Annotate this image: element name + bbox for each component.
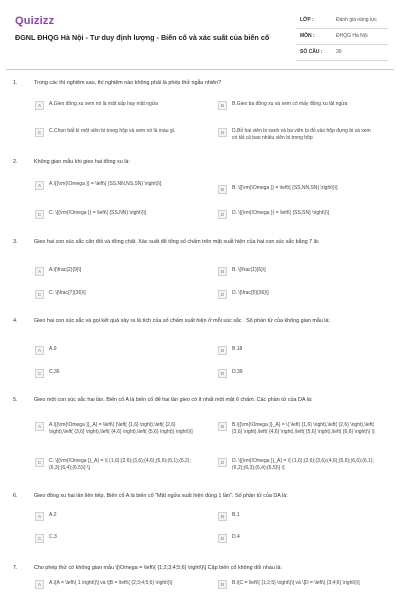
option-letter: D — [218, 458, 227, 467]
question-number: 2. — [13, 159, 18, 165]
option-text: B. \[\frac{1}{6}\] — [232, 267, 266, 273]
option-letter: B — [218, 512, 227, 521]
option-text: B.1 — [232, 512, 240, 518]
option-text: C.3 — [49, 534, 57, 540]
meta-row-subject — [296, 29, 388, 45]
question-list — [0, 78, 400, 593]
question-4 — [0, 316, 400, 395]
option-text: C.36 — [49, 369, 60, 375]
question-number: 7. — [13, 565, 18, 571]
option-text: A.\[{\rm{\Omega }} = \left\{ {SS,NN,NS,SN} \right\}\] — [49, 181, 162, 187]
option-text: D.4 — [232, 534, 240, 540]
option-letter: B — [218, 185, 227, 194]
option-letter: A — [35, 422, 44, 431]
option-letter: C — [35, 369, 44, 378]
question-3 — [0, 237, 400, 316]
meta-row-count — [296, 45, 388, 61]
option-letter: C — [35, 458, 44, 467]
option-letter: A — [35, 580, 44, 589]
option-text: B.\[{\rm{\Omega }}_A} = \{ \left( {1,6} \right),\left( {2,6} \right),\left( {3,6} \right),\left( {4,6} \right),\left( {5,6} \right),\left( {6,6} \right)\} \] — [232, 422, 375, 435]
question-number: 6. — [13, 493, 18, 499]
question-text: Gieo hai con súc sắc và gọi kết quả xảy ra là tích của số chấm xuất hiện ở mỗi súc sắc . Số phần tử của không gian mẫu là: — [34, 318, 331, 324]
option-text: D. \[{\rm{\Omega }} = \left\{ {SS,SN} \right\}\] — [232, 210, 330, 216]
option-letter: C — [35, 128, 44, 137]
meta-value: Đánh giá năng lực — [336, 17, 377, 23]
option-letter: C — [35, 210, 44, 219]
quizizz-logo: Quizizz — [15, 15, 55, 27]
question-text: Gieo đồng xu hai lần liên tiếp. Biến cố A là biến cố "Mặt ngửa xuất hiện đúng 1 lần". Số phần tử của DA là: — [34, 493, 288, 499]
meta-value: 30 — [336, 49, 342, 55]
option-text: A.Gieo đồng xu xem nó là mặt sấp hay mặt ngửa — [49, 101, 158, 107]
meta-table — [296, 13, 388, 61]
option-text: A.2 — [49, 512, 57, 518]
option-letter: B — [218, 422, 227, 431]
option-letter: B — [218, 580, 227, 589]
option-letter: D — [218, 128, 227, 137]
option-text: B.18 — [232, 346, 243, 352]
question-text: Gieo một con súc sắc hai lần. Biến cố A là biến cố để hai lần gieo có ít nhất một mặt 6 chấm. Các phần tử của DA là: — [34, 397, 313, 403]
option-text: C. \[{\rm{\Omega }}_A} = \{ (1,6);(2,6);(3,6);(4,6);(5,6);(6,1);(6,2);(6,3);(6,4);(6,5)\} \] — [49, 458, 191, 471]
option-text: B.Gieo ba đồng xu và xem có mấy đồng xu lật ngửa — [232, 101, 348, 107]
meta-value: ĐHQG Hà Nội — [336, 33, 368, 39]
option-text: A.\[A = \left\{ 1 \right\}\] và \[B = \left\{ {2;3;4;5;6} \right\}\] — [49, 580, 173, 586]
option-text: D. \[{\rm{\Omega }}_A} = \{ (1,6);(2,6);(3,6);(4,6);(5,6);(6,6);(6,1);(6,2);(6,3);(6,4);(6,5)\} \] — [232, 458, 374, 471]
question-1 — [0, 78, 400, 157]
question-text: Cho phép thử có không gian mẫu \[\Omega = \left\{ {1;2;3;4;5;6} \right\}\] Cặp biến cố không đối nhau là: — [34, 565, 283, 571]
question-text: Không gian mẫu khi gieo hai đồng xu là: — [34, 159, 130, 165]
question-number: 3. — [13, 239, 18, 245]
meta-label: LỚP : — [300, 17, 314, 23]
option-letter: B — [218, 101, 227, 110]
question-number: 5. — [13, 397, 18, 403]
option-text: A.\[{\rm{\Omega }}_A} = \left\{ {\left( {1,6} \right),\left( {2,6} \right),\left( {3,6} \right),\left( {4,6} \right),\left( {5,6} \right)} \right\}\] — [49, 422, 193, 435]
document-title: ĐGNL ĐHQG Hà Nội - Tư duy định lượng - Biến cố và xác suất của biến cố — [15, 33, 270, 42]
question-text: Trong các thí nghiệm sau, thí nghiệm nào không phải là phép thử ngẫu nhiên? — [34, 80, 222, 86]
option-text: C.Chọn bất kì một viên bi trong hộp và xem nó là màu gì. — [49, 128, 176, 134]
option-text: A.9 — [49, 346, 57, 352]
question-text: Gieo hai con súc sắc cân đối và đồng chất. Xác suất để tổng số chấm trên mặt xuất hiện của hai con súc sắc bằng 7 là: — [34, 239, 320, 245]
option-text: B. \[{\rm{\Omega }} = \left\{ {SS,NN,SN} \right\}\] — [232, 185, 338, 191]
question-number: 4. — [13, 318, 18, 324]
meta-label: MÔN : — [300, 33, 315, 39]
option-letter: D — [218, 210, 227, 219]
question-2 — [0, 157, 400, 237]
option-letter: A — [35, 101, 44, 110]
option-letter: D — [218, 369, 227, 378]
option-letter: B — [218, 267, 227, 276]
option-text: D.39 — [232, 369, 243, 375]
option-letter: A — [35, 267, 44, 276]
question-7 — [0, 563, 400, 593]
question-6 — [0, 491, 400, 563]
question-number: 1. — [13, 80, 18, 86]
option-letter: A — [35, 346, 44, 355]
option-text: D. \[\frac{5}{36}\] — [232, 290, 269, 296]
header-divider — [6, 69, 394, 70]
option-letter: C — [35, 534, 44, 543]
option-text: C. \[\frac{7}{36}\] — [49, 290, 86, 296]
option-text: B.\[C = \left\{ {1;2;5} \right\}\] và \[D = \left\{ {3;4;6} \right\}\] — [232, 580, 360, 586]
option-letter: A — [35, 181, 44, 190]
option-text: D.Bỏ hai viên bi xanh và ba viên bi đỏ vào hộp đựng bi và xem có tất cả bao nhiêu viên bi trong hộp — [232, 128, 371, 141]
option-text: C. \[{\rm{\Omega }} = \left\{ {SS,NN} \right\}\] — [49, 210, 147, 216]
option-letter: D — [218, 534, 227, 543]
option-letter: C — [35, 290, 44, 299]
option-letter: D — [218, 290, 227, 299]
question-5 — [0, 395, 400, 491]
option-letter: B — [218, 346, 227, 355]
option-text: A.\[\frac{2}{9}\] — [49, 267, 82, 273]
document-header — [0, 0, 400, 66]
meta-row-class — [296, 13, 388, 29]
meta-label: SỐ CÂU : — [300, 49, 323, 55]
option-letter: A — [35, 512, 44, 521]
